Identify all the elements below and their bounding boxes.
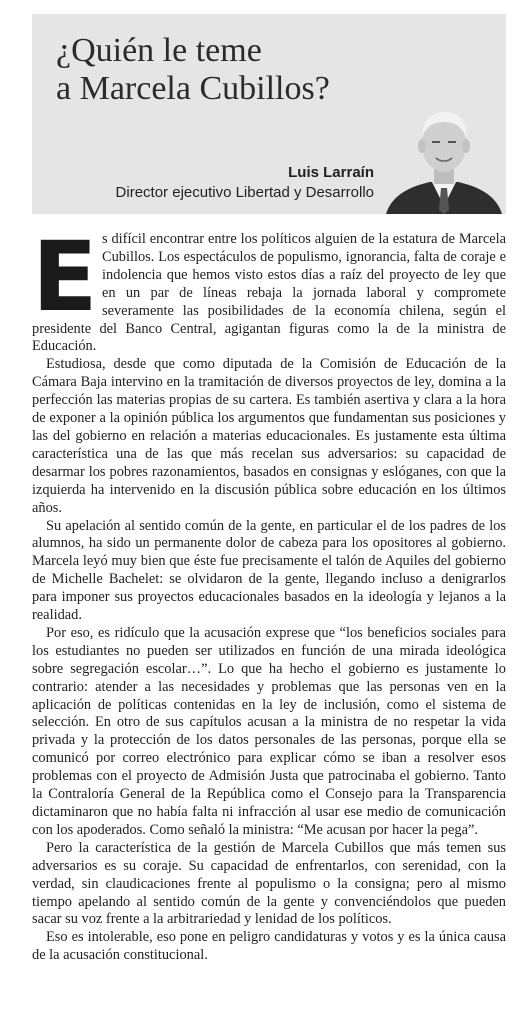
- article-title: [56, 32, 386, 108]
- article-paragraph: Estudiosa, desde que como diputada de la Comisión de Educación de la Cámara Baja intervino en la tramitación de diversos proyectos de ley, domina a la perfección las materias propias de su cartera. Es también asertiva y clara a la hora de exponer a la opinión pública los argumentos que fundamentan sus posiciones y las del gobierno en relación a materias educacionales. Es justamente esta última característica una de las que más recelan sus adversarios: su capacidad de desarmar los pobres razonamientos, basados en consignas y eslóganes, con que la izquierda ha intervenido en la discusión pública sobre educación en los últimos años.: [32, 356, 506, 516]
- article-paragraph: Por eso, es ridículo que la acusación exprese que “los beneficios sociales para los estudiantes no pueden ser utilizados en función de una mirada ideológica sobre segregación escolar…”. Lo que ha hecho el gobierno es justamente lo contrario: atender a las necesidades y problemas que las personas ven en la aplicación de políticas contenidas en la ley de inclusión, como el sistema de selección. En otro de sus capítulos acusan a la ministra de no respetar la vida privada y la protección de los datos personales de las personas, porque ella se comunicó por correo electrónico para explicar cómo se iban a resolver esos problemas con el proyecto de Admisión Justa que patrocinaba el gobierno. Tanto la Contraloría General de la República como el Consejo para la Transparencia dictaminaron que no había falta ni infracción al usar ese medio de comunicación con los apoderados. Como señaló la ministra: “Me acusan por hacer la pega”.: [32, 624, 506, 838]
- article-paragraph: Su apelación al sentido común de la gente, en particular el de los padres de los alumnos, ha sido un permanente dolor de cabeza para los opositores al gobierno. Marcela leyó muy bien que éste fue precisamente el talón de Aquiles del gobierno de Michelle Bachelet: se olvidaron de la gente, llegando incluso a denigrarlos para imponer sus proyectos educacionales basados en la ideología y lejanos a la realidad.: [32, 517, 506, 624]
- author-name: Luis Larraín: [288, 164, 374, 181]
- author-portrait: [384, 102, 504, 214]
- drop-cap: E: [32, 221, 94, 333]
- title-line-1: ¿Quién le teme: [56, 32, 262, 69]
- title-line-2: a Marcela Cubillos?: [56, 70, 330, 107]
- article-paragraph: Eso es intolerable, eso pone en peligro candidaturas y votos y es la única causa de la acusación constitucional.: [32, 929, 506, 964]
- article-header: [32, 14, 506, 214]
- article-paragraph: Pero la característica de la gestión de Marcela Cubillos que más temen sus adversarios es su coraje. Su capacidad de enfrentarlos, con serenidad, con la verdad, sin claudicaciones frente al populismo o la consigna; pero al mismo tiempo apelando al sentido común de la gente y convenciéndolos que pueden sacar su voz frente a la arbitrariedad y lenidad de los políticos.: [32, 839, 506, 928]
- article-body: [32, 221, 506, 965]
- author-role: Director ejecutivo Libertad y Desarrollo: [115, 184, 374, 201]
- first-paragraph-text: s difícil encontrar entre los políticos alguien de la estatura de Marcela Cubillos. Los espectáculos de populismo, ignorancia, falta de coraje e indolencia que hemos visto estos días a raíz del proyecto de ley que en un par de líneas rebaja la jornada laboral y compromete severamente las posibilidades de la economía chilena, según el presidente del Banco Central, agigantan figuras como la de la ministra de Educación.: [32, 231, 506, 355]
- article-paragraph: [32, 221, 506, 356]
